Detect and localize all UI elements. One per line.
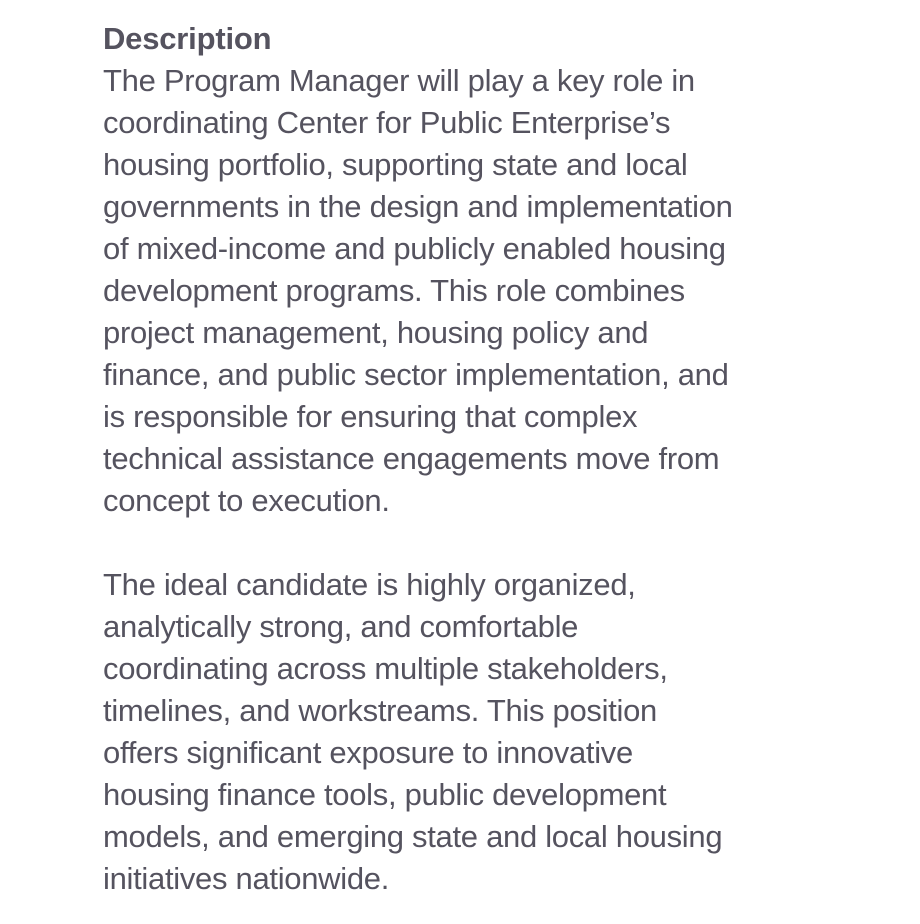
description-section <box>103 18 843 900</box>
section-heading: Description <box>103 21 272 56</box>
description-paragraph: The ideal candidate is highly organized, analytically strong, and comfortable coordinating across multiple stakeholders, timelines, and workstreams. This position offers significant exposure to innovative housing finance tools, public development models, and emerging state and local housing initiatives nationwide. <box>103 567 723 896</box>
description-paragraph: The Program Manager will play a key role in coordinating Center for Public Enterprise’s housing portfolio, supporting state and local governments in the design and implementation of mixed-income and publicly enabled housing development programs. This role combines project management, housing policy and finance, and public sector implementation, and is responsible for ensuring that complex technical assistance engagements move from concept to execution. <box>103 63 733 518</box>
paragraph-spacer <box>103 522 843 564</box>
